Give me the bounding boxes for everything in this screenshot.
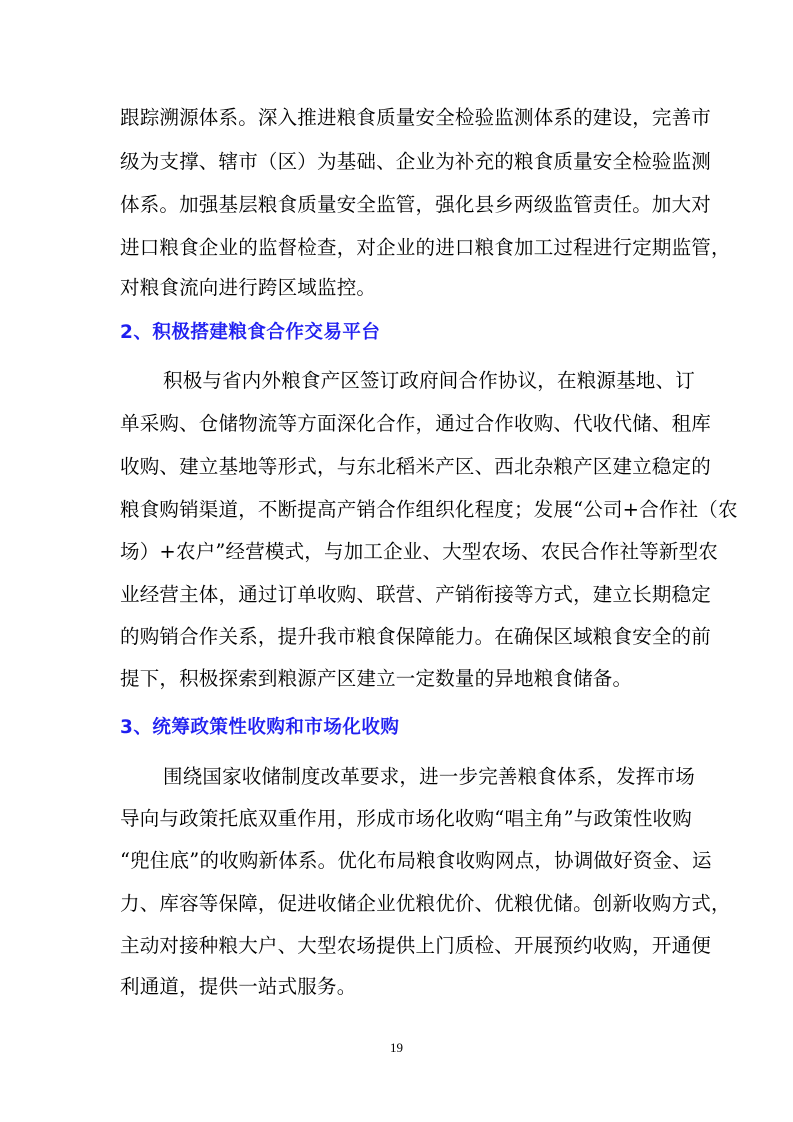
section-heading-2: 2、积极搭建粮食合作交易平台 — [120, 322, 381, 343]
paragraph-3-line-1: 围绕国家收储制度改革要求，进一步完善粮食体系，发挥市场 — [163, 765, 695, 788]
paragraph-2-line-8: 提下，积极探索到粮源产区建立一定数量的异地粮食储备。 — [120, 667, 633, 690]
paragraph-1-line-4: 进口粮食企业的监督检查，对企业的进口粮食加工过程进行定期监管， — [120, 236, 731, 259]
paragraph-2-line-3: 收购、建立基地等形式，与东北稻米产区、西北杂粮产区建立稳定的 — [120, 455, 712, 478]
paragraph-2-line-1: 积极与省内外粮食产区签订政府间合作协议，在粮源基地、订 — [163, 369, 695, 392]
paragraph-2-line-7: 的购销合作关系，提升我市粮食保障能力。在确保区域粮食安全的前 — [120, 625, 712, 648]
paragraph-1-line-5: 对粮食流向进行跨区域监控。 — [120, 276, 377, 299]
paragraph-1-line-3: 体系。加强基层粮食质量安全监管，强化县乡两级监管责任。加大对 — [120, 193, 712, 216]
paragraph-3-line-3: “兜住底”的收购新体系。优化布局粮食收购网点，协调做好资金、运 — [120, 849, 712, 872]
paragraph-1-line-2: 级为支撑、辖市（区）为基础、企业为补充的粮食质量安全检验监测 — [120, 150, 712, 173]
paragraph-1-line-1: 跟踪溯源体系。深入推进粮食质量安全检验监测体系的建设，完善市 — [120, 106, 712, 129]
page-number: 19 — [390, 1040, 403, 1055]
paragraph-2-line-2: 单采购、仓储物流等方面深化合作，通过合作收购、代收代储、租库 — [120, 412, 712, 435]
section-heading-3: 3、统筹政策性收购和市场化收购 — [120, 717, 400, 738]
paragraph-3-line-6: 利通道，提供一站式服务。 — [120, 975, 357, 998]
paragraph-2-line-4: 粮食购销渠道，不断提高产销合作组织化程度；发展“公司+合作社（农 — [120, 498, 738, 521]
paragraph-3-line-4: 力、库容等保障，促进收储企业优粮优价、优粮优储。创新收购方式， — [120, 892, 731, 915]
paragraph-2-line-5: 场）+农户”经营模式，与加工企业、大型农场、农民合作社等新型农 — [120, 540, 719, 563]
paragraph-3-line-5: 主动对接种粮大户、大型农场提供上门质检、开展预约收购，开通便 — [120, 934, 712, 957]
paragraph-3-line-2: 导向与政策托底双重作用，形成市场化收购“唱主角”与政策性收购 — [120, 807, 692, 830]
paragraph-2-line-6: 业经营主体，通过订单收购、联营、产销衔接等方式，建立长期稳定 — [120, 583, 712, 606]
